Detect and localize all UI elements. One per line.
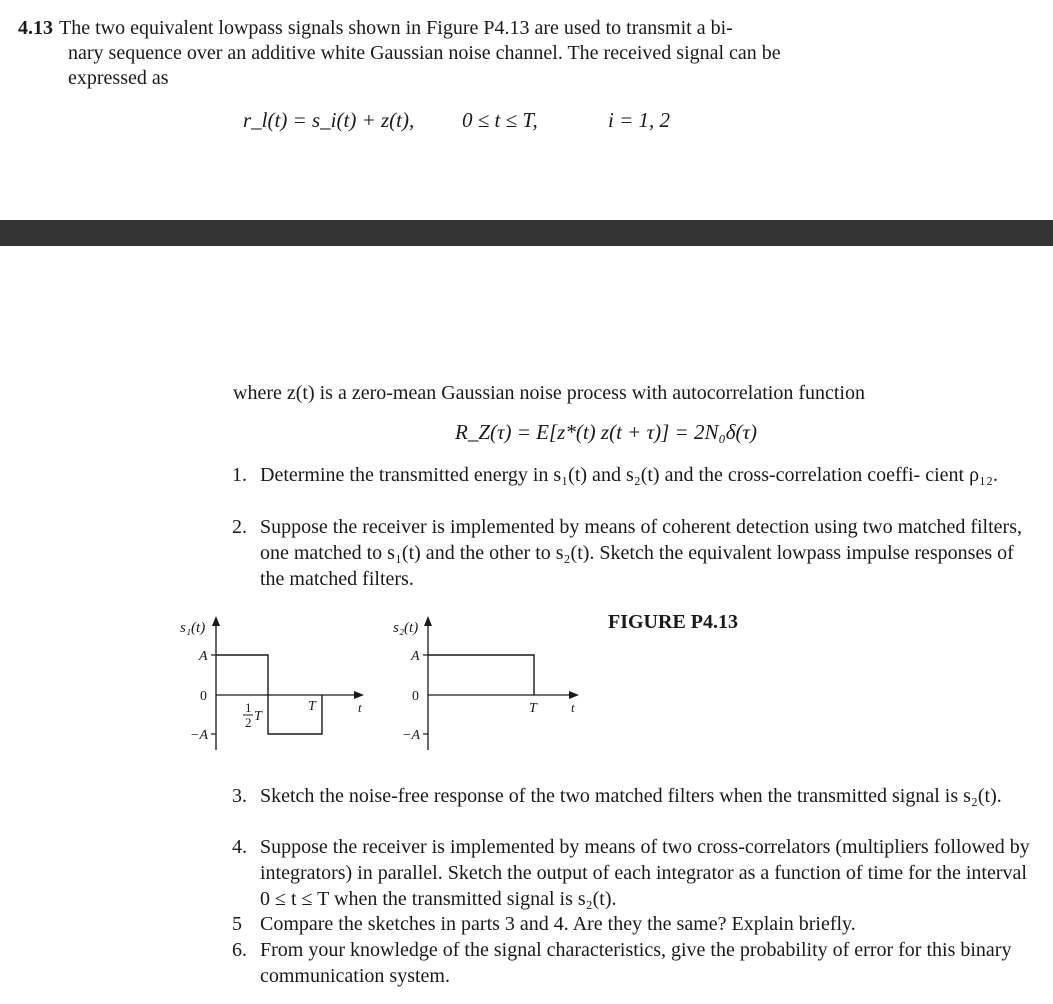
intro-line-3: expressed as (68, 67, 169, 89)
intro-line-1: 4.13 The two equivalent lowpass signals shown in Figure P4.13 are used to transmit a bi- (18, 17, 733, 39)
list-item: 6. From your knowledge of the signal characteristics, give the probability of error for this binary communication system. (232, 939, 1012, 987)
problem-intro (18, 16, 858, 91)
where-text: where z(t) is a zero-mean Gaussian noise process with autocorrelation function (233, 382, 865, 404)
s1-y-arrow-icon (212, 616, 220, 626)
list-item: 2. Suppose the receiver is implemented by means of coherent detection using two matched filters, one matched to s₁(t) and the other to s₂(t). Sketch the equivalent lowpass impulse responses of the matched filters. (232, 516, 1022, 590)
s2-ylabel: s₂(t) (393, 620, 419, 636)
equation-autocorrelation: R_Z(τ) = E[z*(t) z(t + τ)] = 2N₀δ(τ) (455, 420, 758, 444)
s1-half-num: 1 (245, 700, 252, 715)
s2-waveform (428, 655, 534, 695)
s1-x-arrow-icon (354, 691, 364, 699)
s2-x-arrow-icon (569, 691, 579, 699)
list-item: 5 Compare the sketches in parts 3 and 4. Are they the same? Explain briefly. (232, 913, 856, 935)
s1-zero-label: 0 (200, 689, 207, 704)
s2-y-arrow-icon (424, 616, 432, 626)
s2-zero-label: 0 (412, 689, 419, 704)
list-item: 3. Sketch the noise-free response of the two matched filters when the transmitted signal is s₂(t). (232, 785, 1002, 807)
problem-number: 4.13 (18, 17, 53, 39)
s1-t-label: t (358, 700, 362, 715)
s1-negA-label: −A (190, 728, 208, 743)
s2-A-label: A (411, 649, 420, 664)
s1-signal-plot (170, 610, 380, 760)
s1-halfT-var: T (254, 709, 262, 724)
s1-ylabel: s₁(t) (180, 620, 206, 636)
s2-t-label: t (571, 700, 575, 715)
equation-time-range: 0 ≤ t ≤ T, (462, 108, 538, 132)
figure-caption: FIGURE P4.13 (608, 611, 738, 633)
equation-received-signal: r_l(t) = s_i(t) + z(t), (243, 108, 415, 132)
s2-signal-plot (385, 610, 595, 760)
s2-T-label: T (529, 701, 537, 716)
list-item: 1. Determine the transmitted energy in s₁(t) and s₂(t) and the cross-correlation coeffi- cient ρ₁₂. (232, 464, 998, 486)
list-item: 4. Suppose the receiver is implemented by means of two cross-correlators (multipliers followed by integrators) in parallel. Sketch the output of each integrator as a function of time for the interval 0 ≤ t ≤ T when the transmitted signal is s₂(t). (232, 836, 1030, 910)
s1-half-den: 2 (245, 715, 252, 730)
intro-line-2: nary sequence over an additive white Gaussian noise channel. The received signal can be (68, 42, 781, 64)
dark-band-divider (0, 220, 1053, 246)
s2-negA-label: −A (402, 728, 420, 743)
s1-A-label: A (199, 649, 208, 664)
s1-T-label: T (308, 699, 316, 714)
equation-index: i = 1, 2 (608, 108, 671, 132)
